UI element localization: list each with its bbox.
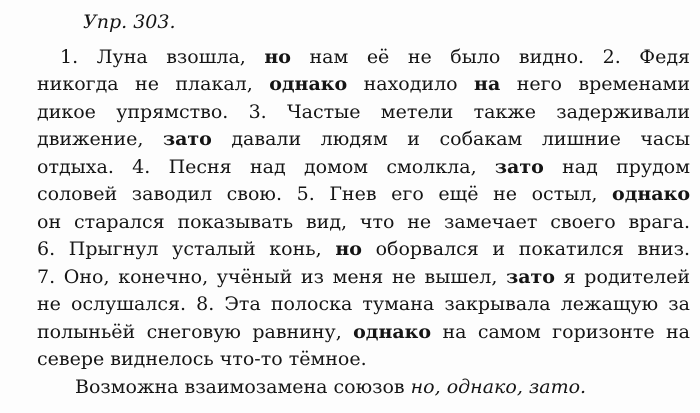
text-run: отдыха. 4. Песня над домом смолкла, <box>37 155 495 178</box>
text-run: давали людям и собакам лишние часы <box>211 128 690 150</box>
bold-conjunction: однако <box>353 320 432 343</box>
sentence-line-2 <box>37 71 690 99</box>
sentence-line-4 <box>37 126 690 154</box>
italic-conjunction-list: но, однако, зато. <box>410 375 587 398</box>
bold-conjunction: однако <box>269 73 348 95</box>
text-run: оборвался и покатился вниз. <box>361 238 690 260</box>
exercise-heading: Упр. 303. <box>83 11 176 33</box>
exercise-text <box>37 44 690 402</box>
bold-conjunction: зато <box>162 128 212 150</box>
exercise-content <box>37 9 690 401</box>
text-run: севере виднелось что-то тёмное. <box>37 348 367 370</box>
text-run: нам её не было видно. 2. Федя <box>290 45 691 68</box>
text-run: 1. Луна взошла, <box>60 45 265 68</box>
text-run: него временами <box>500 73 690 95</box>
sentence-line-8 <box>37 236 690 264</box>
bold-conjunction: на <box>474 73 501 95</box>
text-run: движение, <box>37 128 163 150</box>
text-run: на самом горизонте на <box>431 320 690 343</box>
text-run: я родителей <box>554 265 691 288</box>
text-run: никогда не плакал, <box>37 73 270 95</box>
sentence-line-5 <box>37 154 690 182</box>
bold-conjunction: однако <box>612 183 690 205</box>
sentence-line-11 <box>37 319 690 347</box>
bold-conjunction: но <box>264 45 291 68</box>
text-run: 7. Оно, конечно, учёный из меня не вышел, <box>37 265 507 288</box>
text-run: Возможна взаимозамена союзов <box>75 375 411 398</box>
sentence-line-10 <box>37 291 690 319</box>
sentence-line-3 <box>37 99 690 127</box>
text-run: полыньёй снеговую равнину, <box>37 320 354 343</box>
bold-conjunction: зато <box>506 265 555 288</box>
note-line <box>37 374 690 402</box>
sentence-line-7 <box>37 209 690 237</box>
bold-conjunction: зато <box>494 155 544 178</box>
sentence-line-9 <box>37 264 690 292</box>
text-run: дикое упрямство. 3. Частые метели также задерживали <box>37 100 690 123</box>
sentence-line-12 <box>37 346 690 374</box>
text-run: над прудом <box>543 155 690 178</box>
sentence-line-6 <box>37 181 690 209</box>
bold-conjunction: но <box>335 238 362 260</box>
text-run: он старался показывать вид, что не замечает своего врага. <box>37 210 690 233</box>
text-run: 6. Прыгнул усталый конь, <box>37 238 336 260</box>
text-run: соловей заводил свою. 5. Гнев его ещё не остыл, <box>37 183 613 205</box>
sentence-line-1 <box>37 44 690 72</box>
text-run: находило <box>347 73 475 95</box>
text-run: не ослушался. 8. Эта полоска тумана закрывала лежащую за <box>37 293 690 315</box>
